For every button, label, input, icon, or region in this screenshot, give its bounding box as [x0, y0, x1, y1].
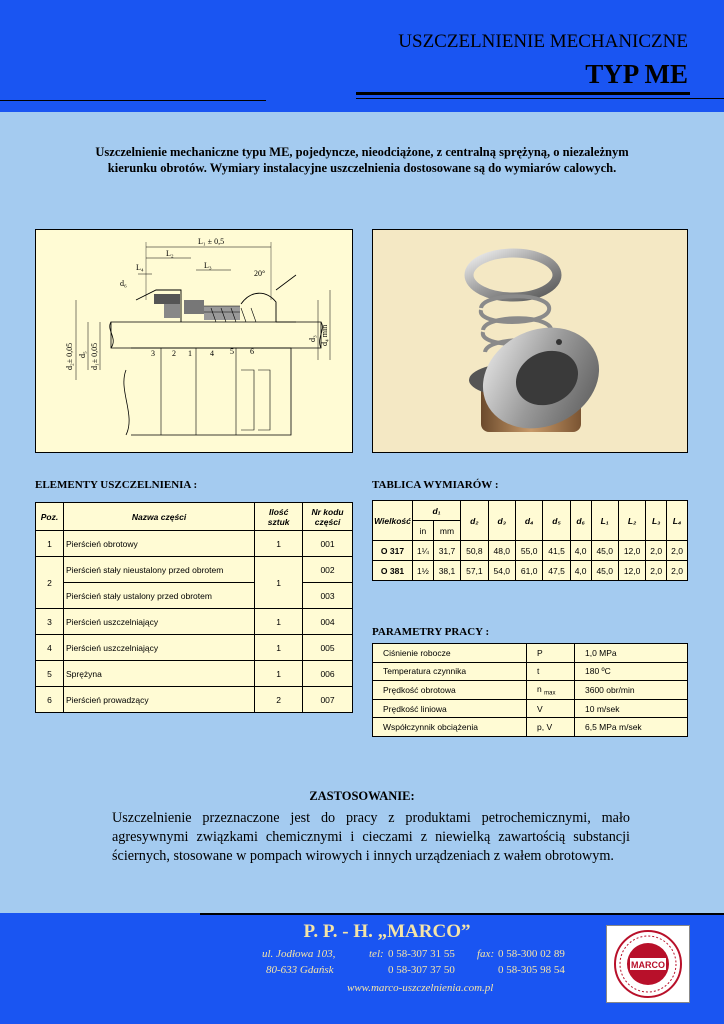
col-l1: L₁: [591, 501, 618, 541]
table-row: [373, 718, 688, 737]
header-title: TYP ME: [585, 59, 688, 89]
col-l3: L₃: [646, 501, 667, 541]
tel-1[interactable]: 0 58-307 31 55: [388, 948, 455, 960]
dimensions-title: TABLICA WYMIARÓW :: [372, 479, 499, 491]
marco-logo: [606, 925, 690, 1003]
cell-name: Pierścień prowadzący: [63, 687, 254, 713]
table-row: [373, 644, 688, 663]
params-title: PARAMETRY PRACY :: [372, 626, 490, 638]
param-value: 3600 obr/min: [575, 681, 688, 700]
cell-poz: 2: [36, 557, 64, 609]
dim-d4: d₄ min: [320, 324, 329, 346]
table-row: [373, 561, 688, 581]
cell-value: 57,1: [461, 561, 488, 581]
cell-value: 41,5: [543, 541, 570, 561]
cell-code: 005: [303, 635, 353, 661]
col-size: Wielkość: [373, 501, 413, 541]
col-d1: d₁: [413, 501, 461, 521]
col-in: in: [413, 521, 434, 541]
param-name: Prędkość obrotowa: [373, 681, 527, 700]
tel-2[interactable]: 0 58-307 37 50: [388, 964, 455, 976]
param-symbol: p, V: [527, 718, 575, 737]
header-rule-thin: [356, 98, 724, 99]
cell-value: 50,8: [461, 541, 488, 561]
dim-d6: d₆: [120, 279, 127, 288]
param-name: Temperatura czynnika: [373, 662, 527, 681]
pos-1: 1: [188, 349, 192, 358]
table-row: [36, 557, 353, 583]
cell-code: 003: [303, 583, 353, 609]
pos-3: 3: [151, 349, 155, 358]
dim-l4: L₄: [136, 263, 144, 272]
logo-text: MARCO: [631, 960, 665, 970]
elements-table: [35, 502, 353, 713]
table-row: [36, 687, 353, 713]
params-table: [372, 643, 688, 737]
col-d3: d₃: [488, 501, 515, 541]
cell-mm: 31,7: [433, 541, 460, 561]
param-value: 10 m/sek: [575, 699, 688, 718]
fax-2: 0 58-305 98 54: [498, 964, 565, 976]
param-symbol: P: [527, 644, 575, 663]
application-title: ZASTOSOWANIE:: [309, 789, 415, 803]
header-band: [0, 0, 724, 112]
col-d6: d₆: [570, 501, 591, 541]
elements-title: ELEMENTY USZCZELNIENIA :: [35, 479, 198, 491]
cell-qty: 1: [255, 661, 303, 687]
cell-code: 004: [303, 609, 353, 635]
param-symbol: t: [527, 662, 575, 681]
intro-line-2: kierunku obrotów. Wymiary instalacyjne uszczelnienia dostosowane są do wymiarów calowych.: [107, 161, 617, 175]
cell-qty: 1: [255, 557, 303, 609]
intro-text: [60, 144, 664, 176]
cell-value: 12,0: [618, 541, 645, 561]
param-name: Ciśnienie robocze: [373, 644, 527, 663]
cell-poz: 4: [36, 635, 64, 661]
col-code: Nr kodu części: [303, 503, 353, 531]
param-symbol: V: [527, 699, 575, 718]
dim-angle: 20°: [254, 269, 266, 278]
cell-value: 54,0: [488, 561, 515, 581]
cell-size: O 317: [373, 541, 413, 561]
intro-line-1: Uszczelnienie mechaniczne typu ME, pojedyncze, nieodciążone, z centralną sprężyną, o niezależnym: [95, 145, 629, 159]
cell-value: 55,0: [515, 541, 542, 561]
cell-name: Sprężyna: [63, 661, 254, 687]
col-poz: Poz.: [36, 503, 64, 531]
table-row: [36, 531, 353, 557]
cell-size: O 381: [373, 561, 413, 581]
param-symbol: n: [537, 683, 542, 694]
pos-6: 6: [250, 347, 254, 356]
col-l2: L₂: [618, 501, 645, 541]
cell-code: 006: [303, 661, 353, 687]
cell-code: 007: [303, 687, 353, 713]
dimensions-table: [372, 500, 688, 581]
dim-l3: L₃: [204, 261, 212, 270]
pos-2: 2: [172, 349, 176, 358]
address-street: ul. Jodłowa 103,: [262, 948, 336, 960]
col-l4: L₄: [667, 501, 688, 541]
table-row: [373, 662, 688, 681]
website-link[interactable]: www.marco-uszczelnienia.com.pl: [347, 982, 494, 994]
cell-qty: 1: [255, 609, 303, 635]
cell-value: 12,0: [618, 561, 645, 581]
cell-name: Pierścień stały nieustalony przed obrotem: [63, 557, 254, 583]
table-row: [373, 681, 688, 700]
dim-d2: d₂± 0,05: [65, 342, 74, 370]
table-row: [36, 635, 353, 661]
cell-name: Pierścień uszczelniający: [63, 635, 254, 661]
address-city: 80-633 Gdańsk: [266, 964, 334, 976]
pos-4: 4: [210, 349, 214, 358]
cell-qty: 2: [255, 687, 303, 713]
table-row: [36, 609, 353, 635]
cell-value: 2,0: [646, 561, 667, 581]
cell-value: 4,0: [570, 541, 591, 561]
technical-drawing: [35, 229, 353, 453]
tel-label: tel:: [369, 948, 384, 960]
col-d4: d₄: [515, 501, 542, 541]
table-row: [373, 541, 688, 561]
cell-name: Pierścień obrotowy: [63, 531, 254, 557]
table-row: [373, 699, 688, 718]
col-qty: Ilość sztuk: [255, 503, 303, 531]
cell-poz: 3: [36, 609, 64, 635]
cell-value: 4,0: [570, 561, 591, 581]
dim-d3: d₃: [308, 335, 317, 342]
cell-qty: 1: [255, 635, 303, 661]
param-value: 6,5 MPa m/sek: [575, 718, 688, 737]
cell-in: 1½: [413, 561, 434, 581]
fax-1: 0 58-300 02 89: [498, 948, 565, 960]
cell-value: 48,0: [488, 541, 515, 561]
cell-value: 2,0: [646, 541, 667, 561]
cell-poz: 5: [36, 661, 64, 687]
table-row: [36, 583, 353, 609]
dim-l2: L₂: [166, 249, 174, 258]
col-d5: d₅: [543, 501, 570, 541]
cell-in: 1¼: [413, 541, 434, 561]
table-row: [36, 661, 353, 687]
cell-poz: 6: [36, 687, 64, 713]
col-d2: d₂: [461, 501, 488, 541]
cell-value: 61,0: [515, 561, 542, 581]
param-name: Współczynnik obciążenia: [373, 718, 527, 737]
cell-value: 45,0: [591, 541, 618, 561]
application-text: Uszczelnienie przeznaczone jest do pracy z produktami petrochemicznymi, mało agresywnymi związkami chemicznymi i cieczami z niewielką zawartością substancji ściernych, stosowane w pompach wirowych i innych urządzeniach z wałem obrotowym.: [112, 810, 630, 864]
cell-name: Pierścień uszczelniający: [63, 609, 254, 635]
cell-name: Pierścień stały ustalony przed obrotem: [63, 583, 254, 609]
cell-mm: 38,1: [433, 561, 460, 581]
dim-d5: d₅: [78, 351, 87, 358]
col-mm: mm: [433, 521, 460, 541]
cell-code: 002: [303, 557, 353, 583]
header-subtitle: USZCZELNIENIE MECHANICZNE: [398, 31, 688, 52]
col-name: Nazwa części: [63, 503, 254, 531]
param-value: 180 ºC: [575, 662, 688, 681]
param-symbol-sub: max: [544, 690, 556, 697]
company-name: P. P. - H. „MARCO”: [303, 921, 471, 942]
product-photo: [372, 229, 688, 453]
cell-poz: 1: [36, 531, 64, 557]
cell-code: 001: [303, 531, 353, 557]
param-symbol-cell: [527, 681, 575, 700]
cell-value: 47,5: [543, 561, 570, 581]
cell-value: 2,0: [667, 561, 688, 581]
pos-5: 5: [230, 347, 234, 356]
dim-d1: d₁± 0,05: [90, 342, 99, 370]
cell-value: 2,0: [667, 541, 688, 561]
dim-l1: L₁ ± 0,5: [198, 237, 225, 246]
header-rule-left: [0, 100, 266, 101]
cell-qty: 1: [255, 531, 303, 557]
param-name: Prędkość liniowa: [373, 699, 527, 718]
fax-label: fax:: [477, 948, 495, 960]
footer-rule: [200, 913, 724, 915]
param-value: 1,0 MPa: [575, 644, 688, 663]
cell-value: 45,0: [591, 561, 618, 581]
header-rule: [356, 92, 690, 95]
